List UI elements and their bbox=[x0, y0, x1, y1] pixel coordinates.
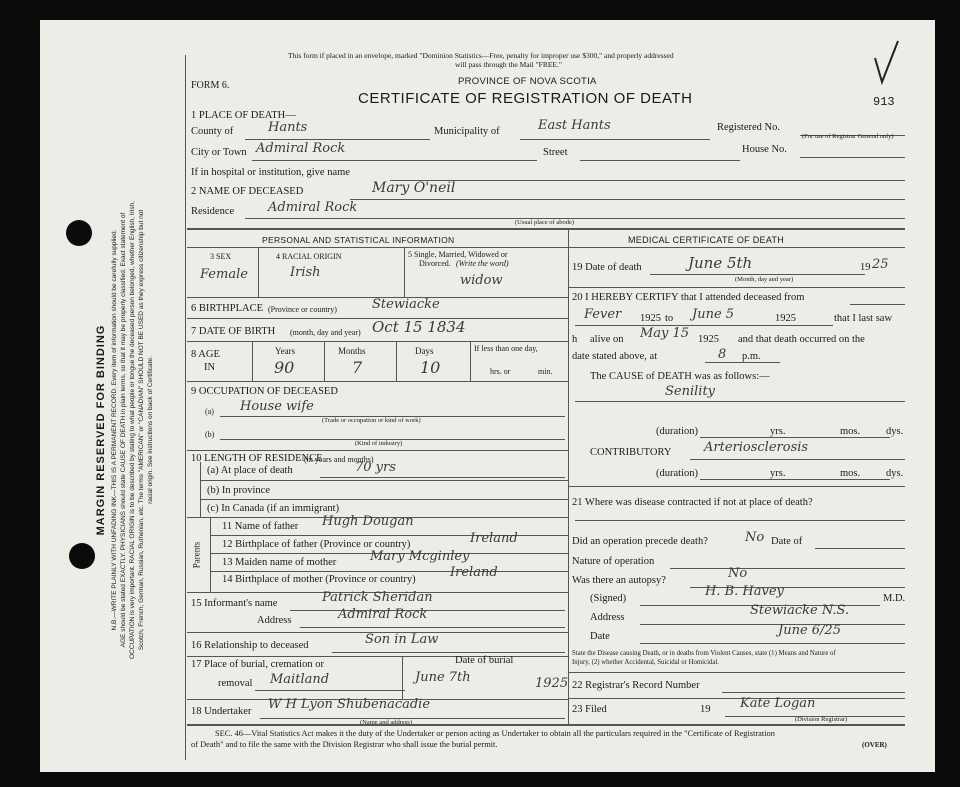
certificate-title: CERTIFICATE OF REGISTRATION OF DEATH bbox=[358, 90, 693, 107]
personal-heading: PERSONAL AND STATISTICAL INFORMATION bbox=[262, 235, 455, 245]
alive-on-value: May 15 bbox=[640, 326, 690, 341]
birthplace-note: (Province or country) bbox=[268, 305, 337, 314]
death-year-prefix: 19 bbox=[860, 262, 871, 273]
occurred-text: and that death occurred on the bbox=[738, 334, 865, 345]
residence-length-note: (in years and months) bbox=[304, 455, 374, 464]
burial-date-label: Date of burial bbox=[455, 655, 514, 666]
marital-label-2: Divorced. bbox=[419, 259, 451, 268]
age-in: IN bbox=[204, 362, 216, 373]
occupation-value: House wife bbox=[240, 399, 314, 414]
residence-label: Residence bbox=[191, 206, 235, 217]
alive-year: 1925 bbox=[698, 334, 719, 345]
burial-label-1: 17 Place of burial, cremation or bbox=[191, 659, 324, 670]
hospital-label: If in hospital or institution, give name bbox=[191, 167, 350, 178]
yrs-label-2: yrs. bbox=[770, 468, 786, 479]
table-top-border bbox=[187, 228, 905, 230]
mos-label-2: mos. bbox=[840, 468, 861, 479]
parents-label: Parents bbox=[191, 541, 202, 569]
mother-label: 13 Maiden name of mother bbox=[222, 557, 337, 568]
physician-address-line bbox=[640, 624, 905, 625]
municipality-line bbox=[520, 139, 710, 140]
street-label: Street bbox=[543, 147, 568, 158]
q21-label: 21 Where was disease contracted if not at place of death? bbox=[572, 497, 813, 508]
dys-label-1: dys. bbox=[886, 426, 904, 437]
binding-margin bbox=[50, 95, 200, 735]
sex-value: Female bbox=[200, 267, 248, 282]
margin-reserved-label: MARGIN RESERVED FOR BINDING bbox=[95, 324, 107, 536]
sec46-line-2: of Death" and to file the same with the Division Registrar who shall issue the burial permit. bbox=[191, 740, 498, 749]
nature-line bbox=[670, 568, 905, 569]
nb-line-2: AGE should be stated EXACTLY. PHYSICIANS should state CAUSE OF DEATH in plain terms, so that it may be properly classified. Exact statement of bbox=[120, 212, 127, 648]
table-bottom-border bbox=[187, 724, 905, 726]
race-divider bbox=[404, 247, 405, 297]
abode-note: (Usual place of abode) bbox=[515, 219, 575, 226]
informant-address-value: Admiral Rock bbox=[338, 607, 428, 622]
age-label: 8 AGE bbox=[191, 349, 220, 360]
nb-line-5: racial origin. See instructions on back of Certificate. bbox=[147, 356, 154, 504]
medical-heading: MEDICAL CERTIFICATE OF DEATH bbox=[628, 235, 785, 245]
certify-text: 20 I HEREBY CERTIFY that I attended deceased from bbox=[572, 292, 805, 303]
house-label: House No. bbox=[742, 144, 787, 155]
duration-label-1: (duration) bbox=[656, 426, 698, 437]
residence-length-label: 10 LENGTH OF RESIDENCE bbox=[191, 453, 323, 464]
cause-label: The CAUSE of DEATH was as follows:— bbox=[590, 371, 770, 382]
autopsy-value: No bbox=[728, 566, 748, 581]
autopsy-label: Was there an autopsy? bbox=[572, 575, 666, 586]
burial-place-line bbox=[255, 690, 405, 691]
trade-note: (Trade or occupation or kind of work) bbox=[322, 417, 421, 424]
min-label: min. bbox=[538, 367, 553, 376]
burial-place-value: Maitland bbox=[270, 672, 330, 687]
residence-bracket bbox=[200, 462, 201, 517]
record-number-line bbox=[722, 692, 905, 693]
sex-label: 3 SEX bbox=[210, 252, 232, 261]
undertaker-label: 18 Undertaker bbox=[191, 706, 252, 717]
month-note: (Month, day and year) bbox=[735, 276, 794, 283]
hrs-label: hrs. or bbox=[490, 367, 511, 376]
birthplace-label: 6 BIRTHPLACE bbox=[191, 303, 263, 314]
physician-date-label: Date bbox=[590, 631, 610, 642]
attended-to: June 5 bbox=[692, 307, 735, 322]
filed-year: 19 bbox=[700, 704, 711, 715]
md-label: M.D. bbox=[883, 593, 906, 604]
over-label: (OVER) bbox=[862, 741, 887, 749]
mother-value: Mary Mcginley bbox=[370, 549, 470, 564]
cause-value: Senility bbox=[665, 384, 716, 399]
informant-address-label: Address bbox=[257, 615, 292, 626]
division-registrar-note: (Division Registrar) bbox=[795, 716, 848, 723]
medical-heading-line bbox=[568, 247, 905, 248]
contributory-line bbox=[690, 459, 905, 460]
form-number: FORM 6. bbox=[191, 80, 230, 91]
operation-label: Did an operation precede death? bbox=[572, 536, 708, 547]
informant-line bbox=[290, 610, 565, 611]
physician-address-value: Stewiacke N.S. bbox=[750, 603, 850, 618]
in-canada-label: (c) In Canada (if an immigrant) bbox=[207, 503, 340, 514]
county-line bbox=[245, 139, 430, 140]
death-year-value: 25 bbox=[872, 257, 889, 272]
age-div-1 bbox=[252, 341, 253, 381]
date-of-label: Date of bbox=[771, 536, 803, 547]
nature-label: Nature of operation bbox=[572, 556, 655, 567]
age-div-3 bbox=[396, 341, 397, 381]
check-mark bbox=[872, 38, 900, 88]
medical-line-4 bbox=[568, 698, 905, 699]
physician-address-label: Address bbox=[590, 612, 625, 623]
at-place-value: 70 yrs bbox=[355, 460, 396, 475]
column-divider bbox=[568, 228, 569, 724]
place-of-death-label: 1 PLACE OF DEATH— bbox=[191, 110, 296, 121]
registered-label: Registered No. bbox=[717, 122, 780, 133]
nb-line-4: Scotch, French, German, Russian, Ruthenian, etc. The terms "AMERICAN" or "CANADIAN" SHOULD NOT BE USED as they express citizenship but not bbox=[138, 209, 145, 651]
relationship-line bbox=[332, 652, 565, 653]
margin-instructions bbox=[110, 110, 155, 750]
months-label: Months bbox=[338, 346, 366, 356]
undertaker-note: (Name and address) bbox=[360, 719, 412, 726]
nb-line-1: N.B.—WRITE PLAINLY WITH UNFADING INK—THIS IS A PERMANENT RECORD. Every item of information should be carefully supplied. bbox=[111, 229, 118, 631]
informant-value: Patrick Sheridan bbox=[322, 590, 433, 605]
alive-label: alive on bbox=[590, 334, 624, 345]
to-year: 1925 bbox=[775, 313, 796, 324]
less-day-label: If less than one day, bbox=[474, 344, 538, 353]
age-days: 10 bbox=[420, 358, 441, 377]
race-value: Irish bbox=[290, 265, 321, 280]
signed-label: (Signed) bbox=[590, 593, 627, 604]
violent-note-2: Injury, (2) whether Accidental, Suicidal or Homicidal. bbox=[572, 659, 719, 666]
contributory-label: CONTRIBUTORY bbox=[590, 447, 672, 458]
undertaker-value: W H Lyon Shubenacadie bbox=[268, 697, 431, 712]
birthplace-value: Stewiacke bbox=[372, 297, 440, 312]
row-line-5a bbox=[200, 480, 568, 481]
alive-prefix: h bbox=[572, 334, 578, 345]
street-line bbox=[580, 160, 740, 161]
age-months: 7 bbox=[352, 358, 363, 377]
row-line-4 bbox=[187, 381, 568, 382]
violent-note-1: State the Disease causing Death, or in deaths from Violent Causes, state (1) Means and Nature of bbox=[572, 650, 836, 657]
parents-line-3 bbox=[210, 571, 568, 572]
occ-b: (b) bbox=[205, 430, 215, 439]
city-line bbox=[252, 160, 537, 161]
days-label: Days bbox=[415, 346, 434, 356]
parents-divider bbox=[210, 517, 211, 592]
age-div-2 bbox=[324, 341, 325, 381]
death-date-value: June 5th bbox=[688, 254, 753, 272]
pm-label: p.m. bbox=[742, 351, 761, 362]
marital-value: widow bbox=[460, 273, 503, 288]
sex-divider bbox=[258, 247, 259, 297]
dob-value: Oct 15 1834 bbox=[372, 318, 466, 336]
q21-line bbox=[575, 520, 905, 521]
city-label: City or Town bbox=[191, 147, 247, 158]
row-line-5 bbox=[187, 450, 568, 451]
informant-address-line bbox=[300, 627, 565, 628]
personal-heading-line bbox=[187, 247, 568, 248]
house-line bbox=[800, 157, 905, 158]
date-stated-text: date stated above, at bbox=[572, 351, 658, 362]
deceased-name-value: Mary O'neil bbox=[372, 180, 456, 196]
province: PROVINCE OF NOVA SCOTIA bbox=[458, 76, 597, 87]
notice-line-1: This form if placed in an envelope, marked "Dominion Statistics—Free, penalty for improper use $300," and properly addressed bbox=[288, 51, 674, 60]
in-province-label: (b) In province bbox=[207, 485, 270, 496]
duration-line-1 bbox=[700, 437, 890, 438]
deceased-name-line bbox=[350, 199, 905, 200]
row-line-5b bbox=[200, 499, 568, 500]
mother-birthplace-value: Ireland bbox=[450, 565, 498, 580]
death-date-line bbox=[650, 274, 865, 275]
relationship-value: Son in Law bbox=[365, 632, 439, 647]
nb-line-3: OCCUPATION is very important. RACIAL ORIGIN is to be described by stating to what people or tongue the deceased person belonged, whether English, Irish, bbox=[129, 201, 136, 659]
signed-value: H. B. Havey bbox=[705, 584, 784, 599]
date-of-line bbox=[815, 548, 905, 549]
residence-line bbox=[245, 218, 905, 219]
death-date-label: 19 Date of death bbox=[572, 262, 642, 273]
yrs-label-1: yrs. bbox=[770, 426, 786, 437]
row-line-3 bbox=[187, 341, 568, 342]
undertaker-line bbox=[260, 718, 565, 719]
notice-line-2: will pass through the Mail "FREE." bbox=[455, 60, 562, 69]
at-place-label: (a) At place of death bbox=[207, 465, 293, 476]
cause-line bbox=[575, 401, 905, 402]
time-line bbox=[705, 362, 780, 363]
burial-divider bbox=[402, 656, 403, 699]
mos-label-1: mos. bbox=[840, 426, 861, 437]
municipality-label: Municipality of bbox=[434, 126, 500, 137]
filed-label: 23 Filed bbox=[572, 704, 607, 715]
duration-label-2: (duration) bbox=[656, 468, 698, 479]
dys-label-2: dys. bbox=[886, 468, 904, 479]
marital-label-1: 5 Single, Married, Widowed or bbox=[408, 250, 508, 259]
at-place-line bbox=[320, 477, 565, 478]
deceased-name-label: 2 NAME OF DECEASED bbox=[191, 186, 304, 197]
hospital-line bbox=[390, 180, 905, 181]
physician-date-value: June 6/25 bbox=[778, 623, 841, 638]
dob-label: 7 DATE OF BIRTH bbox=[191, 326, 276, 337]
county-value: Hants bbox=[268, 120, 308, 135]
father-label: 11 Name of father bbox=[222, 521, 299, 532]
age-years: 90 bbox=[274, 358, 295, 377]
contributory-value: Arteriosclerosis bbox=[704, 440, 809, 455]
from-year: 1925 bbox=[640, 313, 661, 324]
medical-line-1 bbox=[568, 287, 905, 288]
stamp-number: 913 bbox=[873, 95, 895, 109]
years-label: Years bbox=[275, 346, 296, 356]
registrar-signature: Kate Logan bbox=[740, 696, 816, 711]
sec46-line-1: SEC. 46—Vital Statistics Act makes it the duty of the Undertaker or person acting as Undertaker to obtain all the particulars required in the "Certificate of Registration bbox=[215, 729, 775, 738]
registrar-note: (For use of Registrar General only) bbox=[802, 133, 894, 140]
last-saw: that I last saw bbox=[834, 313, 893, 324]
margin-border bbox=[185, 55, 186, 760]
father-birthplace-label: 12 Birthplace of father (Province or country) bbox=[222, 539, 411, 550]
medical-line-2 bbox=[568, 486, 905, 487]
duration-line-2 bbox=[700, 479, 890, 480]
record-number-label: 22 Registrar's Record Number bbox=[572, 680, 700, 691]
time-value: 8 bbox=[718, 347, 727, 362]
attended-line bbox=[575, 325, 833, 326]
residence-value: Admiral Rock bbox=[268, 200, 358, 215]
dob-note: (month, day and year) bbox=[290, 328, 361, 337]
operation-value: No bbox=[745, 530, 765, 545]
burial-date-value: June 7th bbox=[415, 670, 471, 685]
certify-line bbox=[850, 304, 905, 305]
relationship-label: 16 Relationship to deceased bbox=[191, 640, 309, 651]
occ-a: (a) bbox=[205, 407, 214, 416]
industry-note: (Kind of industry) bbox=[355, 440, 403, 447]
municipality-value: East Hants bbox=[538, 118, 611, 133]
age-div-4 bbox=[470, 341, 471, 381]
attended-from: Fever bbox=[584, 307, 622, 322]
father-value: Hugh Dougan bbox=[322, 514, 414, 529]
physician-date-line bbox=[640, 643, 905, 644]
father-birthplace-value: Ireland bbox=[470, 531, 518, 546]
burial-label-2: removal bbox=[218, 678, 253, 689]
race-label: 4 RACIAL ORIGIN bbox=[276, 252, 342, 261]
marital-note: (Write the word) bbox=[456, 259, 509, 268]
mother-birthplace-label: 14 Birthplace of mother (Province or country) bbox=[222, 574, 416, 585]
occupation-label: 9 OCCUPATION OF DECEASED bbox=[191, 386, 338, 397]
medical-line-3 bbox=[568, 672, 905, 673]
to-label: to bbox=[665, 313, 674, 324]
informant-label: 15 Informant's name bbox=[191, 598, 278, 609]
burial-year-value: 1925 bbox=[535, 676, 569, 691]
city-value: Admiral Rock bbox=[256, 141, 346, 156]
county-label: County of bbox=[191, 126, 234, 137]
